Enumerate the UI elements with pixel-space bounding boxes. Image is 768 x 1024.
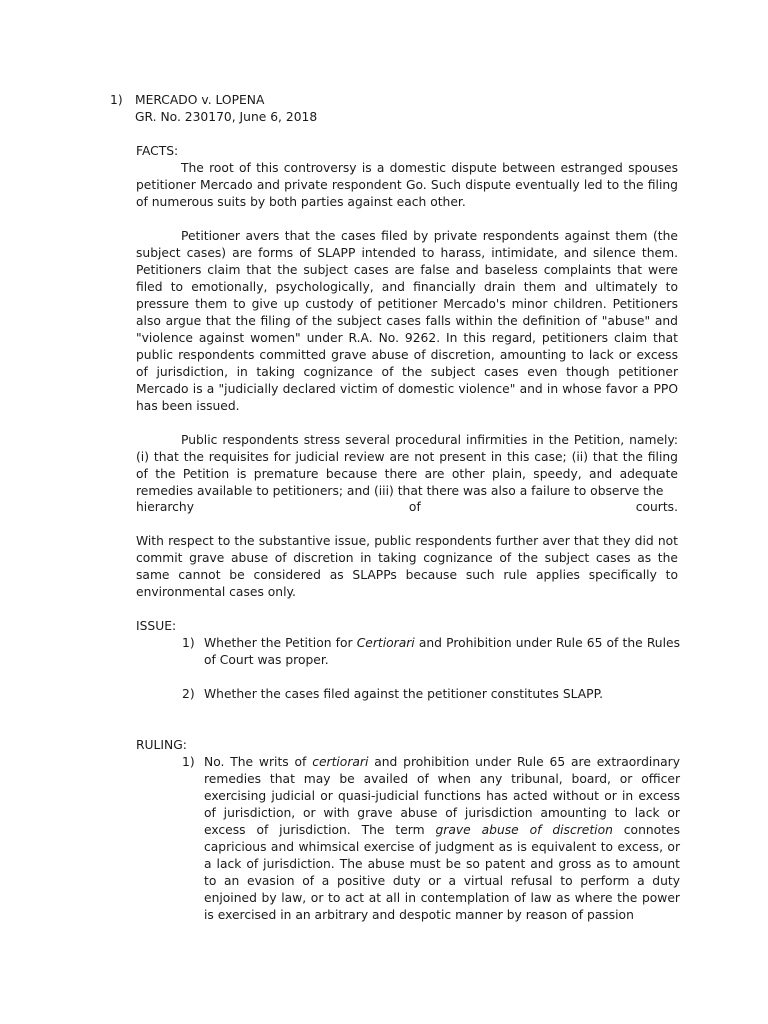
ruling-heading: RULING:: [136, 738, 187, 752]
issue-item-2-number: 2): [182, 687, 195, 701]
facts-paragraph-3-last-line: [136, 499, 678, 516]
issue-item-1-text: Whether the Petition for Certiorari and Prohibition under Rule 65 of the Rules of Court was proper.: [204, 636, 680, 667]
facts-paragraph-4: With respect to the substantive issue, public respondents further aver that they did not commit grave abuse of discretion in taking cognizance of the subject cases as the same cannot be considered as SLAPPs because such rule applies specifically to environmental cases only.: [136, 534, 678, 599]
facts-paragraph-1: The root of this controversy is a domestic dispute between estranged spouses petitioner Mercado and private respondent Go. Such dispute eventually led to the filing of numerous suits by both parties against each other.: [136, 161, 678, 209]
word-hierarchy: hierarchy: [136, 500, 194, 514]
ruling-item-1-number: 1): [182, 755, 195, 769]
facts-paragraph-3: Public respondents stress several procedural infirmities in the Petition, namely: (i) that the requisites for judicial review are not present in this case; (ii) that the filing of the Petition is premature because there are other plain, speedy, and adequate remedies available to petitioners; and (iii) that there was also a failure to observe the: [136, 433, 678, 498]
case-citation: GR. No. 230170, June 6, 2018: [135, 110, 318, 124]
facts-paragraph-2: Petitioner avers that the cases filed by private respondents against them (the subject cases) are forms of SLAPP intended to harass, intimidate, and silence them. Petitioners claim that the subject cases are false and baseless complaints that were filed to emotionally, psychologically, and financially drain them and ultimately to pressure them to give up custody of petitioner Mercado's minor children. Petitioners also argue that the filing of the subject cases falls within the definition of "abuse" and "violence against women" under R.A. No. 9262. In this regard, petitioners claim that public respondents committed grave abuse of discretion, amounting to lack or excess of jurisdiction, in taking cognizance of the subject cases even though petitioner Mercado is a "judicially declared victim of domestic violence" and in whose favor a PPO has been issued.: [136, 229, 678, 413]
word-of: of: [408, 500, 421, 514]
facts-heading: FACTS:: [136, 144, 179, 158]
issue-heading: ISSUE:: [136, 619, 177, 633]
case-title: MERCADO v. LOPENA: [135, 93, 265, 107]
ruling-item-1-text: No. The writs of certiorari and prohibition under Rule 65 are extraordinary remedies that may be availed of when any tribunal, board, or officer exercising judicial or quasi-judicial functions has acted without or in excess of jurisdiction, or with grave abuse of jurisdiction amounting to lack or excess of jurisdiction. The term grave abuse of discretion connotes capricious and whimsical exercise of judgment as is equivalent to excess, or a lack of jurisdiction. The abuse must be so patent and gross as to amount to an evasion of a positive duty or a virtual refusal to perform a duty enjoined by law, or to act at all in contemplation of law as where the power is exercised in an arbitrary and despotic manner by reason of passion: [204, 755, 680, 922]
case-number: 1): [110, 93, 123, 107]
issue-item-2-text: Whether the cases filed against the petitioner constitutes SLAPP.: [204, 687, 603, 701]
word-courts: courts.: [635, 500, 678, 514]
issue-item-1-number: 1): [182, 636, 195, 650]
